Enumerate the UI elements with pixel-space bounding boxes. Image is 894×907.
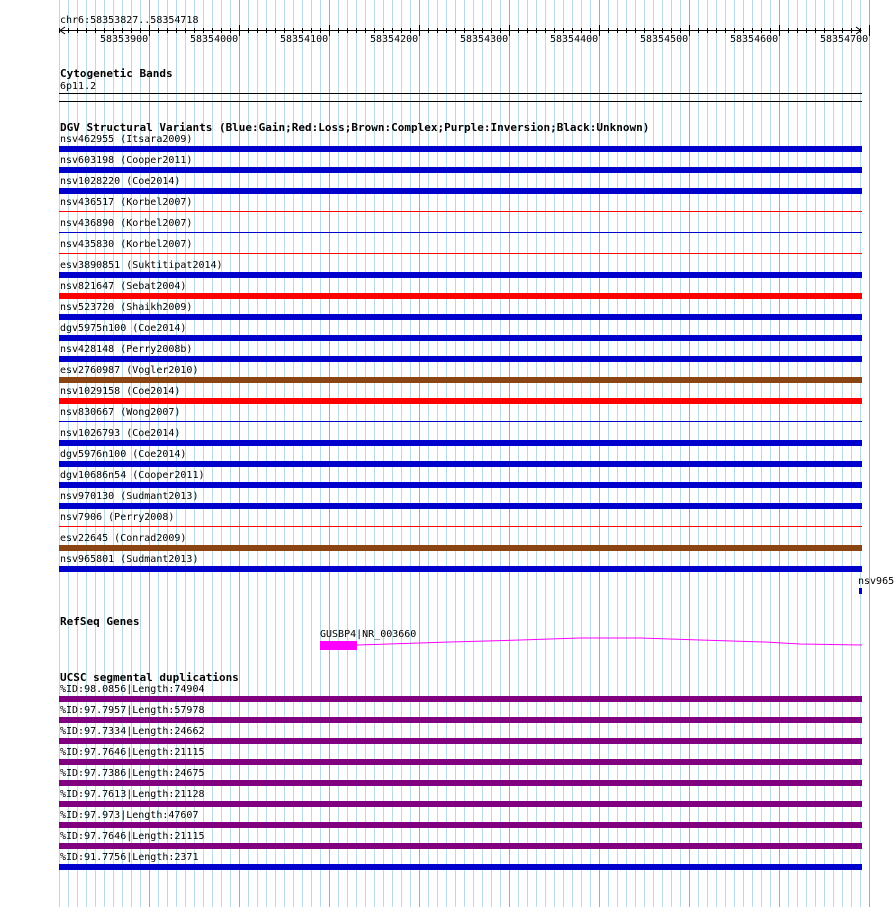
dgv-feature-label[interactable]: nsv523720 (Shaikh2009): [60, 302, 193, 313]
segdup-feature-label[interactable]: %ID:97.7386|Length:24675: [60, 768, 205, 779]
dgv-feature-label[interactable]: dgv10686n54 (Cooper2011): [60, 470, 205, 481]
refseq-track-title: RefSeq Genes: [60, 615, 140, 628]
segdup-feature-label[interactable]: %ID:97.7646|Length:21115: [60, 831, 205, 842]
dgv-feature-bar[interactable]: [59, 293, 862, 299]
dgv-track-title: DGV Structural Variants (Blue:Gain;Red:Loss;Brown:Complex;Purple:Inversion;Black:Unknown): [60, 121, 650, 134]
segdup-feature-bar[interactable]: [59, 801, 862, 807]
segdup-feature-label[interactable]: %ID:97.7613|Length:21128: [60, 789, 205, 800]
segdup-feature-bar[interactable]: [59, 696, 862, 702]
segdup-feature-label[interactable]: %ID:97.7957|Length:57978: [60, 705, 205, 716]
cyto-band-bottom-line: [59, 101, 862, 102]
gene-intron-line[interactable]: [0, 636, 890, 656]
segdup-feature-bar[interactable]: [59, 759, 862, 765]
segdup-feature-label[interactable]: %ID:97.7334|Length:24662: [60, 726, 205, 737]
dgv-feature-bar[interactable]: [59, 482, 862, 488]
dgv-feature-bar[interactable]: [59, 545, 862, 551]
dgv-feature-bar[interactable]: [59, 566, 862, 572]
segdup-feature-bar[interactable]: [59, 843, 862, 849]
dgv-feature-label[interactable]: nsv7906 (Perry2008): [60, 512, 175, 523]
dgv-feature-label[interactable]: nsv970130 (Sudmant2013): [60, 491, 199, 502]
dgv-feature-label[interactable]: nsv436517 (Korbel2007): [60, 197, 193, 208]
dgv-feature-bar[interactable]: [59, 272, 862, 278]
segdup-feature-bar[interactable]: [59, 822, 862, 828]
ruler-tick-label: 58354400: [550, 34, 599, 45]
segdup-feature-label[interactable]: %ID:98.0856|Length:74904: [60, 684, 205, 695]
dgv-feature-bar[interactable]: [59, 526, 862, 527]
ruler-tick-label: 58354000: [190, 34, 239, 45]
dgv-feature-bar[interactable]: [59, 377, 862, 383]
dgv-feature-label[interactable]: nsv435830 (Korbel2007): [60, 239, 193, 250]
segdup-track-title: UCSC segmental duplications: [60, 671, 239, 684]
segdup-feature-bar[interactable]: [59, 717, 862, 723]
dgv-feature-bar[interactable]: [59, 503, 862, 509]
cyto-band-top-line: [59, 93, 862, 94]
dgv-feature-bar[interactable]: [59, 421, 862, 422]
segdup-feature-bar[interactable]: [59, 738, 862, 744]
dgv-feature-label[interactable]: nsv1026793 (Coe2014): [60, 428, 181, 439]
dgv-feature-bar[interactable]: [59, 188, 862, 194]
location-label: chr6:58353827..58354718: [60, 15, 199, 26]
segdup-feature-bar[interactable]: [59, 780, 862, 786]
dgv-feature-bar[interactable]: [59, 167, 862, 173]
dgv-feature-bar[interactable]: [59, 335, 862, 341]
dgv-feature-bar[interactable]: [59, 356, 862, 362]
dgv-feature-label[interactable]: nsv603198 (Cooper2011): [60, 155, 193, 166]
ruler-tick-label: 58354300: [460, 34, 509, 45]
ruler-tick-label: 58353900: [100, 34, 149, 45]
ruler-line: [0, 0, 890, 60]
dgv-feature-bar[interactable]: [59, 314, 862, 320]
dgv-feature-label[interactable]: esv3890851 (Suktitipat2014): [60, 260, 223, 271]
dgv-feature-bar[interactable]: [59, 253, 862, 254]
dgv-feature-bar[interactable]: [59, 398, 862, 404]
dgv-feature-label[interactable]: nsv1029158 (Coe2014): [60, 386, 181, 397]
ruler-tick-label: 58354700: [820, 34, 869, 45]
dgv-feature-label[interactable]: esv2760987 (Vogler2010): [60, 365, 199, 376]
dgv-feature-label[interactable]: dgv5975n100 (Coe2014): [60, 323, 187, 334]
segdup-feature-bar[interactable]: [59, 864, 862, 870]
dgv-feature-label[interactable]: nsv436890 (Korbel2007): [60, 218, 193, 229]
dgv-feature-bar[interactable]: [59, 440, 862, 446]
dgv-feature-bar[interactable]: [59, 232, 862, 233]
ruler-tick-label: 58354600: [730, 34, 779, 45]
dgv-feature-bar[interactable]: [59, 461, 862, 467]
gene-label[interactable]: GUSBP4|NR_003660: [320, 629, 417, 640]
segdup-feature-label[interactable]: %ID:91.7756|Length:2371: [60, 852, 199, 863]
dgv-feature-label[interactable]: nsv428148 (Perry2008b): [60, 344, 193, 355]
cyto-track-title: Cytogenetic Bands: [60, 67, 173, 80]
ruler-tick-label: 58354500: [640, 34, 689, 45]
dgv-feature-label[interactable]: esv22645 (Conrad2009): [60, 533, 187, 544]
dgv-feature-label[interactable]: dgv5976n100 (Coe2014): [60, 449, 187, 460]
dgv-feature-bar[interactable]: [59, 211, 862, 212]
segdup-feature-label[interactable]: %ID:97.7646|Length:21115: [60, 747, 205, 758]
dgv-feature-label[interactable]: nsv965801 (Sudmant2013): [60, 554, 199, 565]
cyto-band-label[interactable]: 6p11.2: [60, 81, 97, 92]
ruler-tick-label: 58354100: [280, 34, 329, 45]
dgv-overflow-label[interactable]: nsv965: [858, 576, 894, 587]
ruler-tick-label: 58354200: [370, 34, 419, 45]
dgv-feature-label[interactable]: nsv821647 (Sebat2004): [60, 281, 187, 292]
segdup-feature-label[interactable]: %ID:97.973|Length:47607: [60, 810, 199, 821]
dgv-feature-label[interactable]: nsv830667 (Wong2007): [60, 407, 181, 418]
dgv-feature-bar[interactable]: [59, 146, 862, 152]
dgv-feature-label[interactable]: nsv1028220 (Coe2014): [60, 176, 181, 187]
dgv-feature-label[interactable]: nsv462955 (Itsara2009): [60, 134, 193, 145]
coordinate-ruler: [0, 0, 890, 60]
dgv-overflow-bar[interactable]: [859, 588, 862, 594]
